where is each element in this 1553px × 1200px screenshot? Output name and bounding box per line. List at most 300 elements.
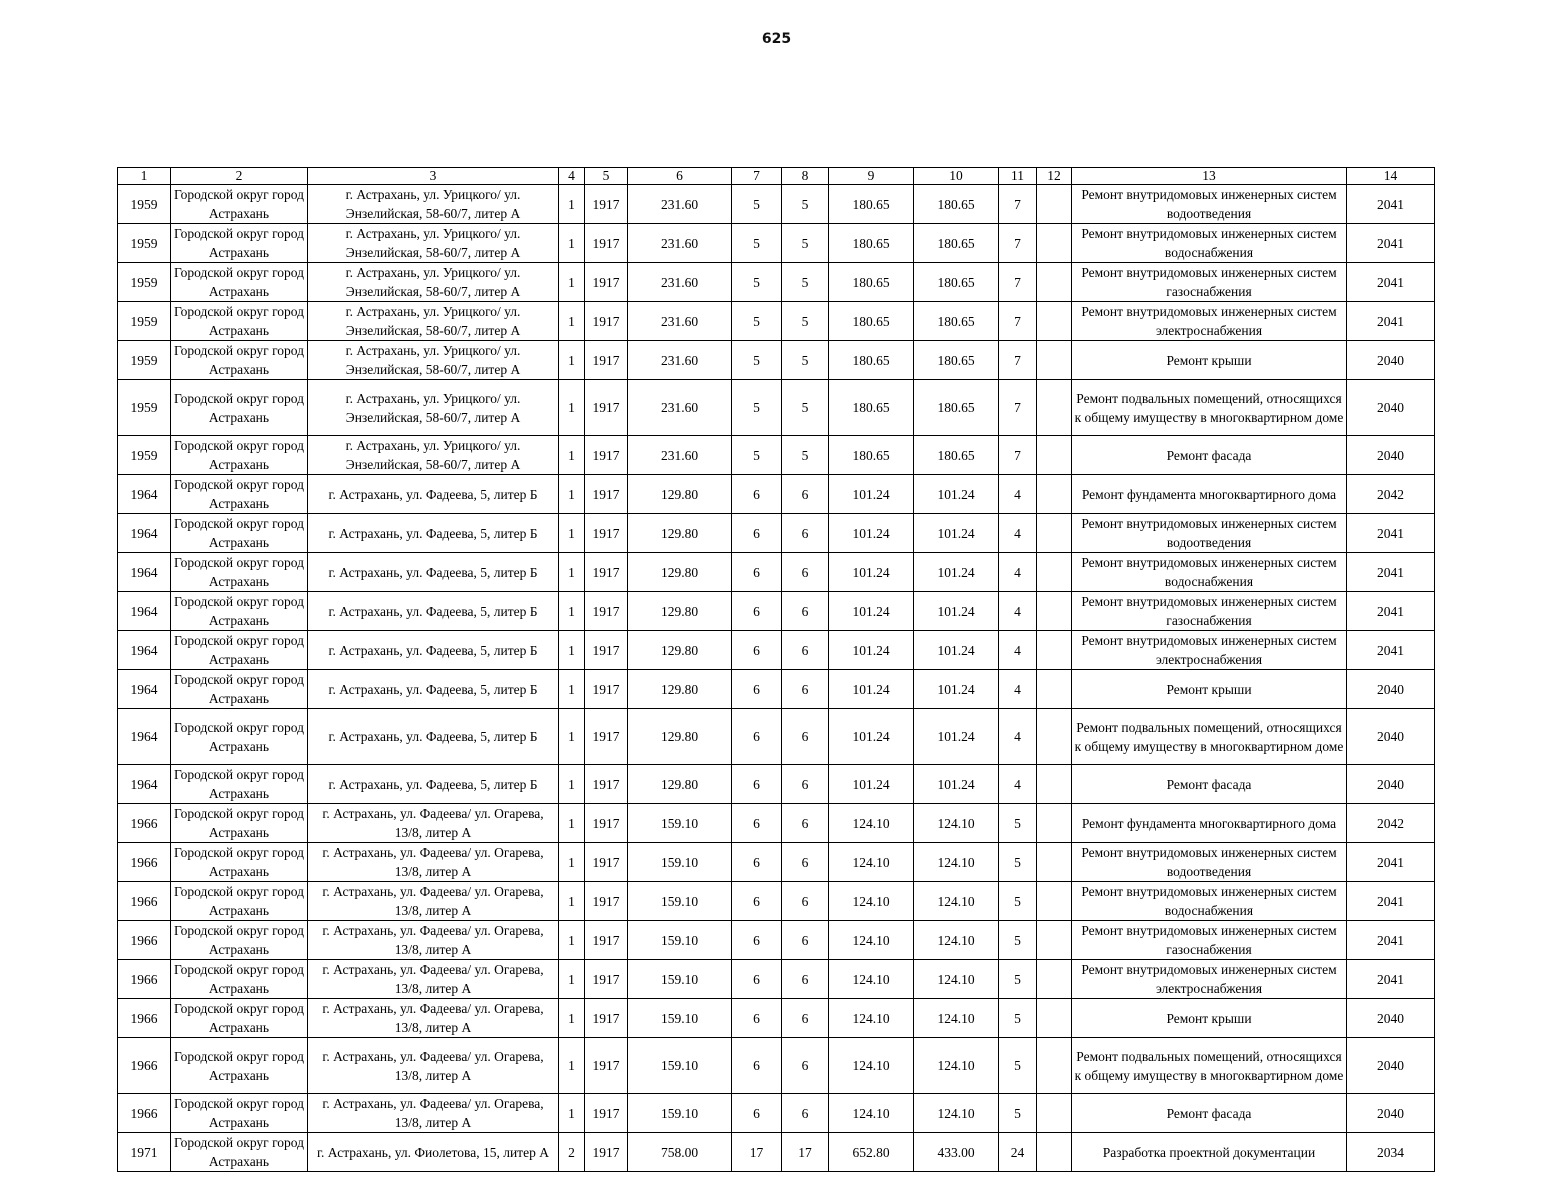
c11-value-cell: 5 (999, 1038, 1037, 1094)
table-row (118, 882, 1435, 921)
c8-value-cell: 6 (782, 765, 829, 804)
c7-value-cell: 6 (732, 921, 782, 960)
c11-value-cell: 5 (999, 882, 1037, 921)
planned-year-cell: 2040 (1347, 341, 1435, 380)
c11-value-cell: 5 (999, 999, 1037, 1038)
year-cell: 1917 (585, 1094, 628, 1133)
column-header: 3 (308, 168, 559, 185)
year-cell: 1917 (585, 843, 628, 882)
c10-value-cell: 101.24 (914, 514, 999, 553)
column-header: 12 (1037, 168, 1072, 185)
year-cell: 1917 (585, 631, 628, 670)
address-cell: г. Астрахань, ул. Фадеева/ ул. Огарева, 13/8, литер А (308, 804, 559, 843)
c12-value-cell (1037, 999, 1072, 1038)
total-area-cell: 159.10 (628, 960, 732, 999)
municipality-cell: Городской округ город Астрахань (171, 514, 308, 553)
c10-value-cell: 101.24 (914, 475, 999, 514)
sections-cell: 1 (559, 341, 585, 380)
record-number-cell: 1966 (118, 882, 171, 921)
c8-value-cell: 6 (782, 882, 829, 921)
municipality-cell: Городской округ город Астрахань (171, 882, 308, 921)
c8-value-cell: 6 (782, 592, 829, 631)
sections-cell: 1 (559, 475, 585, 514)
total-area-cell: 159.10 (628, 804, 732, 843)
c10-value-cell: 124.10 (914, 1038, 999, 1094)
sections-cell: 1 (559, 631, 585, 670)
c8-value-cell: 6 (782, 1094, 829, 1133)
year-cell: 1917 (585, 882, 628, 921)
sections-cell: 1 (559, 224, 585, 263)
c7-value-cell: 5 (732, 185, 782, 224)
planned-year-cell: 2040 (1347, 380, 1435, 436)
year-cell: 1917 (585, 185, 628, 224)
c12-value-cell (1037, 709, 1072, 765)
c8-value-cell: 6 (782, 709, 829, 765)
address-cell: г. Астрахань, ул. Фадеева, 5, литер Б (308, 670, 559, 709)
c11-value-cell: 7 (999, 302, 1037, 341)
c8-value-cell: 5 (782, 302, 829, 341)
c9-value-cell: 124.10 (829, 843, 914, 882)
c10-value-cell: 101.24 (914, 631, 999, 670)
year-cell: 1917 (585, 436, 628, 475)
year-cell: 1917 (585, 1038, 628, 1094)
planned-year-cell: 2040 (1347, 765, 1435, 804)
total-area-cell: 129.80 (628, 765, 732, 804)
record-number-cell: 1966 (118, 921, 171, 960)
work-type-cell: Ремонт фундамента многоквартирного дома (1072, 804, 1347, 843)
total-area-cell: 231.60 (628, 302, 732, 341)
work-type-cell: Ремонт внутридомовых инженерных систем газоснабжения (1072, 592, 1347, 631)
c7-value-cell: 6 (732, 475, 782, 514)
c7-value-cell: 6 (732, 999, 782, 1038)
sections-cell: 1 (559, 843, 585, 882)
sections-cell: 1 (559, 999, 585, 1038)
table-row (118, 709, 1435, 765)
address-cell: г. Астрахань, ул. Фадеева, 5, литер Б (308, 709, 559, 765)
c12-value-cell (1037, 843, 1072, 882)
record-number-cell: 1959 (118, 185, 171, 224)
c7-value-cell: 6 (732, 765, 782, 804)
table-body (118, 185, 1435, 1172)
total-area-cell: 129.80 (628, 553, 732, 592)
table-row (118, 224, 1435, 263)
c7-value-cell: 17 (732, 1133, 782, 1172)
year-cell: 1917 (585, 302, 628, 341)
c10-value-cell: 124.10 (914, 921, 999, 960)
work-type-cell: Ремонт внутридомовых инженерных систем газоснабжения (1072, 263, 1347, 302)
year-cell: 1917 (585, 1133, 628, 1172)
c8-value-cell: 5 (782, 263, 829, 302)
record-number-cell: 1964 (118, 553, 171, 592)
work-type-cell: Ремонт внутридомовых инженерных систем электроснабжения (1072, 960, 1347, 999)
planned-year-cell: 2041 (1347, 843, 1435, 882)
column-number-row (118, 168, 1435, 185)
municipality-cell: Городской округ город Астрахань (171, 341, 308, 380)
column-header: 9 (829, 168, 914, 185)
table-row (118, 1094, 1435, 1133)
year-cell: 1917 (585, 804, 628, 843)
address-cell: г. Астрахань, ул. Урицкого/ ул. Энзелийская, 58-60/7, литер А (308, 302, 559, 341)
column-header: 1 (118, 168, 171, 185)
municipality-cell: Городской округ город Астрахань (171, 475, 308, 514)
sections-cell: 1 (559, 921, 585, 960)
total-area-cell: 129.80 (628, 670, 732, 709)
c12-value-cell (1037, 553, 1072, 592)
sections-cell: 1 (559, 709, 585, 765)
year-cell: 1917 (585, 709, 628, 765)
address-cell: г. Астрахань, ул. Фадеева, 5, литер Б (308, 765, 559, 804)
c9-value-cell: 124.10 (829, 1038, 914, 1094)
c12-value-cell (1037, 514, 1072, 553)
c7-value-cell: 5 (732, 302, 782, 341)
address-cell: г. Астрахань, ул. Урицкого/ ул. Энзелийская, 58-60/7, литер А (308, 436, 559, 475)
c9-value-cell: 124.10 (829, 999, 914, 1038)
column-header: 2 (171, 168, 308, 185)
work-type-cell: Ремонт внутридомовых инженерных систем водоснабжения (1072, 224, 1347, 263)
c9-value-cell: 101.24 (829, 709, 914, 765)
planned-year-cell: 2041 (1347, 631, 1435, 670)
year-cell: 1917 (585, 380, 628, 436)
c12-value-cell (1037, 960, 1072, 999)
planned-year-cell: 2041 (1347, 921, 1435, 960)
municipality-cell: Городской округ город Астрахань (171, 224, 308, 263)
c10-value-cell: 180.65 (914, 224, 999, 263)
year-cell: 1917 (585, 263, 628, 302)
planned-year-cell: 2040 (1347, 1038, 1435, 1094)
table-row (118, 804, 1435, 843)
municipality-cell: Городской округ город Астрахань (171, 592, 308, 631)
municipality-cell: Городской округ город Астрахань (171, 765, 308, 804)
c10-value-cell: 433.00 (914, 1133, 999, 1172)
address-cell: г. Астрахань, ул. Фадеева, 5, литер Б (308, 631, 559, 670)
c7-value-cell: 5 (732, 224, 782, 263)
table-row (118, 553, 1435, 592)
municipality-cell: Городской округ город Астрахань (171, 709, 308, 765)
c11-value-cell: 4 (999, 592, 1037, 631)
sections-cell: 1 (559, 263, 585, 302)
work-type-cell: Ремонт внутридомовых инженерных систем электроснабжения (1072, 631, 1347, 670)
c9-value-cell: 101.24 (829, 592, 914, 631)
c11-value-cell: 7 (999, 263, 1037, 302)
table-row (118, 765, 1435, 804)
planned-year-cell: 2034 (1347, 1133, 1435, 1172)
planned-year-cell: 2040 (1347, 670, 1435, 709)
c11-value-cell: 4 (999, 553, 1037, 592)
column-header: 13 (1072, 168, 1347, 185)
column-header: 5 (585, 168, 628, 185)
c9-value-cell: 124.10 (829, 882, 914, 921)
c10-value-cell: 101.24 (914, 592, 999, 631)
c7-value-cell: 6 (732, 1094, 782, 1133)
table-row (118, 380, 1435, 436)
total-area-cell: 231.60 (628, 341, 732, 380)
address-cell: г. Астрахань, ул. Фадеева, 5, литер Б (308, 592, 559, 631)
year-cell: 1917 (585, 670, 628, 709)
municipality-cell: Городской округ город Астрахань (171, 921, 308, 960)
work-type-cell: Ремонт фундамента многоквартирного дома (1072, 475, 1347, 514)
c8-value-cell: 6 (782, 514, 829, 553)
address-cell: г. Астрахань, ул. Фадеева/ ул. Огарева, 13/8, литер А (308, 1038, 559, 1094)
c10-value-cell: 180.65 (914, 341, 999, 380)
table-row (118, 960, 1435, 999)
total-area-cell: 231.60 (628, 263, 732, 302)
address-cell: г. Астрахань, ул. Урицкого/ ул. Энзелийская, 58-60/7, литер А (308, 380, 559, 436)
planned-year-cell: 2040 (1347, 1094, 1435, 1133)
record-number-cell: 1966 (118, 1038, 171, 1094)
column-header: 8 (782, 168, 829, 185)
year-cell: 1917 (585, 960, 628, 999)
work-type-cell: Ремонт внутридомовых инженерных систем водоснабжения (1072, 882, 1347, 921)
table-row (118, 1133, 1435, 1172)
work-type-cell: Ремонт крыши (1072, 670, 1347, 709)
total-area-cell: 159.10 (628, 843, 732, 882)
c10-value-cell: 101.24 (914, 765, 999, 804)
c9-value-cell: 180.65 (829, 380, 914, 436)
c12-value-cell (1037, 224, 1072, 263)
total-area-cell: 129.80 (628, 709, 732, 765)
c11-value-cell: 7 (999, 185, 1037, 224)
record-number-cell: 1959 (118, 224, 171, 263)
c9-value-cell: 124.10 (829, 921, 914, 960)
address-cell: г. Астрахань, ул. Фадеева, 5, литер Б (308, 553, 559, 592)
column-header: 6 (628, 168, 732, 185)
c9-value-cell: 101.24 (829, 670, 914, 709)
c11-value-cell: 7 (999, 341, 1037, 380)
c7-value-cell: 5 (732, 341, 782, 380)
c8-value-cell: 5 (782, 224, 829, 263)
column-header: 10 (914, 168, 999, 185)
table-row (118, 1038, 1435, 1094)
address-cell: г. Астрахань, ул. Фиолетова, 15, литер А (308, 1133, 559, 1172)
record-number-cell: 1964 (118, 592, 171, 631)
c12-value-cell (1037, 670, 1072, 709)
total-area-cell: 159.10 (628, 882, 732, 921)
address-cell: г. Астрахань, ул. Урицкого/ ул. Энзелийская, 58-60/7, литер А (308, 224, 559, 263)
c10-value-cell: 180.65 (914, 380, 999, 436)
c10-value-cell: 180.65 (914, 436, 999, 475)
planned-year-cell: 2041 (1347, 592, 1435, 631)
c9-value-cell: 180.65 (829, 302, 914, 341)
table-row (118, 999, 1435, 1038)
address-cell: г. Астрахань, ул. Фадеева/ ул. Огарева, 13/8, литер А (308, 843, 559, 882)
municipality-cell: Городской округ город Астрахань (171, 1094, 308, 1133)
c9-value-cell: 101.24 (829, 475, 914, 514)
record-number-cell: 1964 (118, 670, 171, 709)
record-number-cell: 1964 (118, 765, 171, 804)
c10-value-cell: 101.24 (914, 709, 999, 765)
table-row (118, 843, 1435, 882)
table-row (118, 436, 1435, 475)
c11-value-cell: 5 (999, 843, 1037, 882)
page-number: 625 (761, 31, 792, 47)
total-area-cell: 159.10 (628, 1094, 732, 1133)
record-number-cell: 1959 (118, 436, 171, 475)
c8-value-cell: 5 (782, 380, 829, 436)
record-number-cell: 1959 (118, 341, 171, 380)
c12-value-cell (1037, 1094, 1072, 1133)
c9-value-cell: 124.10 (829, 1094, 914, 1133)
c10-value-cell: 124.10 (914, 960, 999, 999)
c8-value-cell: 6 (782, 1038, 829, 1094)
municipality-cell: Городской округ город Астрахань (171, 670, 308, 709)
c10-value-cell: 101.24 (914, 670, 999, 709)
planned-year-cell: 2042 (1347, 475, 1435, 514)
c9-value-cell: 101.24 (829, 765, 914, 804)
sections-cell: 2 (559, 1133, 585, 1172)
c7-value-cell: 6 (732, 882, 782, 921)
planned-year-cell: 2041 (1347, 263, 1435, 302)
record-number-cell: 1964 (118, 709, 171, 765)
sections-cell: 1 (559, 436, 585, 475)
c7-value-cell: 5 (732, 380, 782, 436)
address-cell: г. Астрахань, ул. Фадеева, 5, литер Б (308, 514, 559, 553)
municipality-cell: Городской округ город Астрахань (171, 185, 308, 224)
address-cell: г. Астрахань, ул. Фадеева/ ул. Огарева, 13/8, литер А (308, 1094, 559, 1133)
total-area-cell: 129.80 (628, 514, 732, 553)
work-type-cell: Ремонт крыши (1072, 999, 1347, 1038)
record-number-cell: 1966 (118, 1094, 171, 1133)
work-type-cell: Ремонт фасада (1072, 436, 1347, 475)
c10-value-cell: 124.10 (914, 804, 999, 843)
sections-cell: 1 (559, 960, 585, 999)
work-type-cell: Ремонт фасада (1072, 765, 1347, 804)
work-type-cell: Ремонт внутридомовых инженерных систем водоотведения (1072, 843, 1347, 882)
year-cell: 1917 (585, 999, 628, 1038)
column-header: 7 (732, 168, 782, 185)
c11-value-cell: 4 (999, 670, 1037, 709)
c10-value-cell: 180.65 (914, 302, 999, 341)
c12-value-cell (1037, 1038, 1072, 1094)
planned-year-cell: 2041 (1347, 224, 1435, 263)
municipality-cell: Городской округ город Астрахань (171, 631, 308, 670)
table-row (118, 514, 1435, 553)
sections-cell: 1 (559, 804, 585, 843)
c12-value-cell (1037, 380, 1072, 436)
record-number-cell: 1971 (118, 1133, 171, 1172)
address-cell: г. Астрахань, ул. Урицкого/ ул. Энзелийская, 58-60/7, литер А (308, 263, 559, 302)
work-type-cell: Ремонт крыши (1072, 341, 1347, 380)
sections-cell: 1 (559, 1038, 585, 1094)
total-area-cell: 129.80 (628, 631, 732, 670)
record-number-cell: 1966 (118, 999, 171, 1038)
record-number-cell: 1966 (118, 843, 171, 882)
c9-value-cell: 180.65 (829, 436, 914, 475)
c10-value-cell: 124.10 (914, 843, 999, 882)
c8-value-cell: 6 (782, 804, 829, 843)
total-area-cell: 159.10 (628, 921, 732, 960)
c7-value-cell: 6 (732, 960, 782, 999)
record-number-cell: 1959 (118, 302, 171, 341)
record-number-cell: 1964 (118, 631, 171, 670)
c11-value-cell: 4 (999, 475, 1037, 514)
planned-year-cell: 2040 (1347, 436, 1435, 475)
c7-value-cell: 6 (732, 804, 782, 843)
c9-value-cell: 101.24 (829, 553, 914, 592)
year-cell: 1917 (585, 224, 628, 263)
c9-value-cell: 124.10 (829, 804, 914, 843)
c8-value-cell: 6 (782, 670, 829, 709)
c12-value-cell (1037, 631, 1072, 670)
table-row (118, 302, 1435, 341)
sections-cell: 1 (559, 514, 585, 553)
c11-value-cell: 5 (999, 960, 1037, 999)
c10-value-cell: 124.10 (914, 1094, 999, 1133)
planned-year-cell: 2041 (1347, 185, 1435, 224)
table-row (118, 185, 1435, 224)
year-cell: 1917 (585, 765, 628, 804)
year-cell: 1917 (585, 341, 628, 380)
c9-value-cell: 180.65 (829, 224, 914, 263)
c12-value-cell (1037, 921, 1072, 960)
sections-cell: 1 (559, 765, 585, 804)
work-type-cell: Ремонт подвальных помещений, относящихся к общему имуществу в многоквартирном доме (1072, 709, 1347, 765)
record-number-cell: 1959 (118, 263, 171, 302)
c12-value-cell (1037, 302, 1072, 341)
address-cell: г. Астрахань, ул. Фадеева/ ул. Огарева, 13/8, литер А (308, 999, 559, 1038)
c11-value-cell: 4 (999, 514, 1037, 553)
sections-cell: 1 (559, 592, 585, 631)
c9-value-cell: 101.24 (829, 514, 914, 553)
c8-value-cell: 6 (782, 960, 829, 999)
work-type-cell: Ремонт внутридомовых инженерных систем электроснабжения (1072, 302, 1347, 341)
total-area-cell: 231.60 (628, 224, 732, 263)
municipality-cell: Городской округ город Астрахань (171, 999, 308, 1038)
c11-value-cell: 7 (999, 436, 1037, 475)
c12-value-cell (1037, 475, 1072, 514)
planned-year-cell: 2041 (1347, 302, 1435, 341)
c10-value-cell: 101.24 (914, 553, 999, 592)
c7-value-cell: 6 (732, 843, 782, 882)
c12-value-cell (1037, 185, 1072, 224)
c7-value-cell: 5 (732, 436, 782, 475)
address-cell: г. Астрахань, ул. Фадеева/ ул. Огарева, 13/8, литер А (308, 921, 559, 960)
record-number-cell: 1966 (118, 960, 171, 999)
total-area-cell: 129.80 (628, 592, 732, 631)
c12-value-cell (1037, 882, 1072, 921)
municipality-cell: Городской округ город Астрахань (171, 1038, 308, 1094)
c11-value-cell: 4 (999, 765, 1037, 804)
planned-year-cell: 2041 (1347, 514, 1435, 553)
c12-value-cell (1037, 436, 1072, 475)
c11-value-cell: 4 (999, 631, 1037, 670)
year-cell: 1917 (585, 514, 628, 553)
table-row (118, 631, 1435, 670)
work-type-cell: Ремонт внутридомовых инженерных систем водоснабжения (1072, 553, 1347, 592)
year-cell: 1917 (585, 475, 628, 514)
work-type-cell: Ремонт подвальных помещений, относящихся к общему имуществу в многоквартирном доме (1072, 1038, 1347, 1094)
sections-cell: 1 (559, 553, 585, 592)
address-cell: г. Астрахань, ул. Фадеева, 5, литер Б (308, 475, 559, 514)
work-type-cell: Ремонт внутридомовых инженерных систем газоснабжения (1072, 921, 1347, 960)
municipality-cell: Городской округ город Астрахань (171, 553, 308, 592)
record-number-cell: 1964 (118, 514, 171, 553)
address-cell: г. Астрахань, ул. Урицкого/ ул. Энзелийская, 58-60/7, литер А (308, 341, 559, 380)
c8-value-cell: 6 (782, 999, 829, 1038)
record-number-cell: 1966 (118, 804, 171, 843)
sections-cell: 1 (559, 185, 585, 224)
c12-value-cell (1037, 804, 1072, 843)
municipality-cell: Городской округ город Астрахань (171, 436, 308, 475)
c7-value-cell: 6 (732, 592, 782, 631)
municipality-cell: Городской округ город Астрахань (171, 263, 308, 302)
municipality-cell: Городской округ город Астрахань (171, 302, 308, 341)
work-type-cell: Ремонт внутридомовых инженерных систем водоотведения (1072, 514, 1347, 553)
planned-year-cell: 2042 (1347, 804, 1435, 843)
sections-cell: 1 (559, 302, 585, 341)
c11-value-cell: 7 (999, 224, 1037, 263)
c12-value-cell (1037, 592, 1072, 631)
work-type-cell: Ремонт фасада (1072, 1094, 1347, 1133)
